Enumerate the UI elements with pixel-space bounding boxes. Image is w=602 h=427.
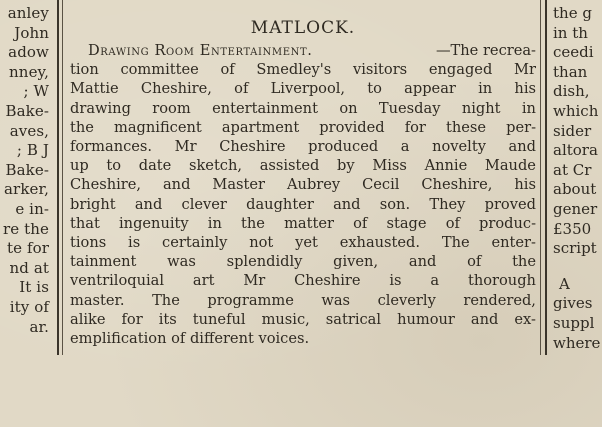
article-word: Mattie: [70, 80, 119, 98]
left-fragment-line: e in-: [15, 199, 49, 218]
article-word: and: [333, 195, 361, 213]
article-line: [70, 310, 536, 329]
article-word: certainly: [162, 234, 228, 252]
article-word: visitors: [352, 61, 408, 79]
article-word: produced: [308, 138, 379, 156]
right-fragment-line: suppl: [553, 313, 595, 332]
lead-in: Drawing Room Entertainment.: [88, 42, 313, 59]
article-word: splendidly: [226, 253, 303, 271]
article-word: on: [339, 99, 358, 117]
article-word: the: [241, 214, 265, 232]
article-word: programme: [207, 291, 294, 309]
article-word: room: [152, 99, 191, 117]
right-fragment-line: than: [553, 62, 588, 81]
article-line: [70, 99, 536, 118]
article-word: The: [152, 291, 180, 309]
article-word: master.: [70, 291, 125, 309]
article-word: The: [441, 234, 470, 252]
column-rule-right: [545, 0, 547, 355]
article-word: in: [521, 99, 536, 117]
article-word: Cecil: [362, 176, 400, 194]
article-line: [70, 233, 536, 252]
left-fragment-line: It is: [19, 278, 49, 297]
article-word: ingenuity: [119, 214, 189, 232]
column-rule-left-inner: [62, 0, 63, 355]
article-word: tions: [70, 234, 107, 252]
article-word: per-: [506, 118, 536, 136]
article-word: of: [220, 61, 235, 79]
article-word: a: [400, 138, 410, 156]
left-fragment-line: aves,: [9, 121, 49, 140]
article-word: to: [367, 80, 382, 98]
article-word: tainment: [70, 253, 137, 271]
article-word: matter: [284, 214, 334, 232]
article-word: yet: [295, 234, 318, 252]
article-word: appear: [404, 80, 456, 98]
article-word: to: [106, 157, 122, 175]
article-word: Miss: [372, 157, 407, 175]
article-word: They: [429, 195, 466, 213]
right-fragment-line: sider: [553, 121, 592, 140]
article-word: art: [192, 272, 215, 290]
article-word: bright: [70, 195, 116, 213]
article-word: music,: [261, 310, 310, 328]
right-column-fragment: [553, 4, 602, 353]
article-word: that: [70, 214, 100, 232]
right-fragment-spacer: [553, 259, 602, 275]
article-word: and: [162, 176, 191, 194]
article-word: ex-: [514, 310, 536, 328]
article-word: for: [121, 310, 143, 328]
article-word: his: [514, 80, 536, 98]
article-word: and: [470, 310, 499, 328]
article-word: enter-: [491, 234, 536, 252]
article-line: [70, 79, 536, 98]
article-word: Mr: [174, 138, 197, 156]
article-word: Cheshire: [294, 272, 361, 290]
article-word: Mr: [243, 272, 266, 290]
article-word: cleverly: [377, 291, 436, 309]
article-word: these: [445, 118, 487, 136]
right-fragment-line: at Cr: [553, 160, 592, 179]
article-word: is: [128, 234, 141, 252]
article-word: rendered,: [463, 291, 536, 309]
left-fragment-line: te for: [6, 239, 49, 258]
article-word: of: [467, 253, 482, 271]
left-fragment-line: John: [14, 23, 49, 42]
article-word: Annie: [424, 157, 468, 175]
left-fragment-line: anley: [7, 4, 49, 22]
article-word: daughter: [246, 195, 314, 213]
article-word: Tuesday: [378, 99, 441, 117]
article-word: committee: [120, 61, 199, 79]
article-word: was: [321, 291, 351, 309]
article-word: stage: [386, 214, 427, 232]
article-word: in: [478, 80, 493, 98]
article-word: not: [249, 234, 274, 252]
article-word: night: [461, 99, 501, 117]
article-line: [70, 41, 536, 60]
right-fragment-line: gener: [553, 199, 598, 218]
left-fragment-line: re the: [3, 219, 49, 238]
right-fragment-line: altora: [553, 141, 598, 160]
article-word: Cheshire,: [70, 176, 142, 194]
article-heading: MATLOCK.: [250, 18, 356, 38]
article-word: of: [445, 214, 460, 232]
article-word: produc-: [479, 214, 536, 232]
article-word: Cheshire,: [421, 176, 493, 194]
article-line: [70, 291, 536, 310]
article-word: provided: [319, 118, 385, 136]
article-line: [70, 252, 536, 271]
article-word: the: [70, 118, 94, 136]
left-fragment-line: Bake-: [5, 160, 49, 179]
left-fragment-line: ar.: [29, 317, 49, 336]
left-column-fragment: [0, 4, 55, 337]
right-fragment-line: gives: [553, 294, 593, 313]
article-word: was: [167, 253, 196, 271]
matlock-article: [70, 18, 536, 348]
article-line: [70, 175, 536, 194]
right-fragment-line: £350: [553, 219, 592, 238]
column-rule-right-inner: [540, 0, 541, 355]
article-word: ventriloquial: [70, 272, 165, 290]
article-word: and: [508, 138, 536, 156]
article-line: [70, 214, 536, 233]
article-word: sketch,: [188, 157, 243, 175]
right-fragment-line: in th: [553, 23, 588, 42]
left-fragment-line: nney,: [9, 62, 49, 81]
right-fragment-line: A: [559, 274, 570, 293]
article-word: thorough: [468, 272, 536, 290]
article-word: given,: [333, 253, 379, 271]
article-word: drawing: [70, 99, 131, 117]
article-word: and: [134, 195, 163, 213]
article-word: formances.: [70, 138, 153, 156]
article-word: Smedley's: [256, 61, 332, 79]
right-fragment-line: script: [553, 239, 597, 258]
left-fragment-line: ; W: [23, 82, 49, 101]
article-word: Cheshire,: [140, 80, 212, 98]
article-word: Mr: [514, 61, 536, 79]
article-word: proved: [484, 195, 536, 213]
article-word: of: [353, 214, 368, 232]
article-word: Cheshire: [219, 138, 286, 156]
left-fragment-line: ; B J: [16, 141, 49, 160]
article-word: its: [158, 310, 177, 328]
article-word: Maude: [484, 157, 536, 175]
right-fragment-line: ceedi: [553, 43, 594, 62]
article-word: tuneful: [192, 310, 246, 328]
article-line-text: —The recrea-: [435, 42, 536, 59]
article-line: [70, 156, 536, 175]
article-word: the: [512, 253, 536, 271]
right-fragment-line: which: [553, 101, 599, 120]
article-word: for: [404, 118, 426, 136]
article-line: [70, 271, 536, 290]
right-fragment-line: the g: [553, 4, 592, 22]
article-line: emplification of different voices.: [70, 330, 310, 348]
right-fragment-line: about: [553, 180, 597, 199]
article-word: Liverpool,: [270, 80, 346, 98]
article-word: novelty: [432, 138, 486, 156]
article-word: assisted: [259, 157, 320, 175]
article-word: his: [514, 176, 536, 194]
article-word: entertainment: [212, 99, 318, 117]
article-word: humour: [397, 310, 455, 328]
article-word: clever: [181, 195, 227, 213]
left-fragment-line: arker,: [4, 180, 49, 199]
left-fragment-line: adow: [8, 43, 49, 62]
article-word: Aubrey: [287, 176, 341, 194]
article-word: a: [430, 272, 440, 290]
article-word: tion: [70, 61, 99, 79]
article-word: son.: [379, 195, 411, 213]
article-line: [70, 60, 536, 79]
article-word: Master: [212, 176, 266, 194]
left-fragment-line: Bake-: [5, 101, 49, 120]
article-word: in: [207, 214, 222, 232]
article-word: and: [408, 253, 437, 271]
column-rule-left: [57, 0, 59, 355]
article-word: up: [70, 157, 89, 175]
article-word: satrical: [325, 310, 382, 328]
left-fragment-line: ity of: [9, 297, 49, 316]
article-word: engaged: [428, 61, 493, 79]
article-line: [70, 137, 536, 156]
article-word: alike: [70, 310, 106, 328]
right-fragment-line: dish,: [553, 82, 590, 101]
right-fragment-line: where: [553, 333, 601, 352]
article-word: apartment: [221, 118, 300, 136]
article-word: date: [138, 157, 172, 175]
article-word: of: [234, 80, 249, 98]
article-body: [70, 41, 536, 348]
article-word: by: [337, 157, 355, 175]
left-fragment-line: nd at: [9, 258, 49, 277]
article-line: [70, 195, 536, 214]
article-line: [70, 118, 536, 137]
article-word: magnificent: [114, 118, 202, 136]
article-word: exhausted.: [339, 234, 421, 252]
article-word: is: [389, 272, 402, 290]
